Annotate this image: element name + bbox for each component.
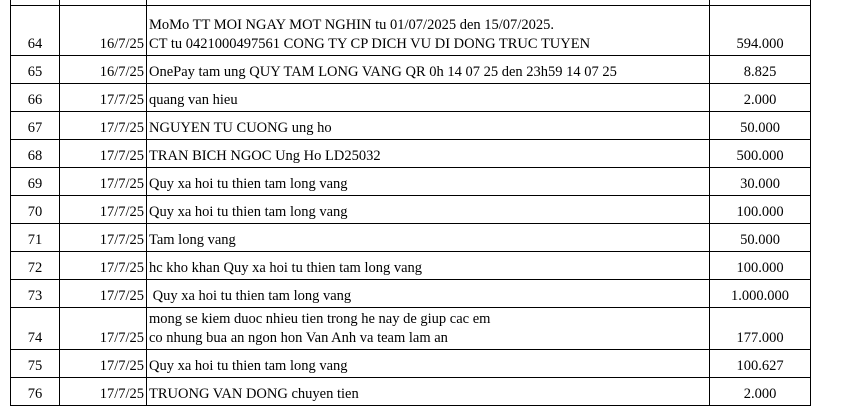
row-number: 71 (11, 224, 60, 252)
description-line: Quy xa hoi tu thien tam long vang (149, 358, 348, 374)
row-number: 65 (11, 56, 60, 84)
transaction-amount: 50.000 (710, 112, 811, 140)
transaction-amount: 177.000 (710, 308, 811, 350)
transaction-description (147, 140, 710, 168)
table-row (11, 6, 811, 56)
row-number: 73 (11, 280, 60, 308)
transaction-amount: 500.000 (710, 140, 811, 168)
table-row (11, 280, 811, 308)
table-row (11, 84, 811, 112)
row-number: 64 (11, 6, 60, 56)
transaction-date: 17/7/25 (60, 112, 147, 140)
transaction-date: 17/7/25 (60, 378, 147, 406)
transactions-table (10, 0, 811, 406)
table-row (11, 252, 811, 280)
table-row (11, 140, 811, 168)
description-line: quang van hieu (149, 92, 238, 108)
row-number: 74 (11, 308, 60, 350)
description-line: TRUONG VAN DONG chuyen tien (149, 386, 359, 402)
transaction-amount: 100.000 (710, 252, 811, 280)
table-row (11, 196, 811, 224)
row-number: 70 (11, 196, 60, 224)
transaction-description (147, 280, 710, 308)
description-line: co nhung bua an ngon hon Van Anh va team lam an (149, 330, 448, 346)
transaction-amount: 2.000 (710, 84, 811, 112)
transaction-amount: 1.000.000 (710, 280, 811, 308)
transaction-description (147, 6, 710, 56)
table-row (11, 224, 811, 252)
transaction-description (147, 196, 710, 224)
description-line: hc kho khan Quy xa hoi tu thien tam long vang (149, 260, 423, 276)
row-number: 75 (11, 350, 60, 378)
table-row (11, 378, 811, 406)
description-line: mong se kiem duoc nhieu tien trong he nay de giup cac em (149, 311, 491, 327)
transaction-amount: 100.627 (710, 350, 811, 378)
transaction-description (147, 112, 710, 140)
transaction-description (147, 378, 710, 406)
row-number: 72 (11, 252, 60, 280)
description-line: Quy xa hoi tu thien tam long vang (149, 204, 348, 220)
row-number: 68 (11, 140, 60, 168)
description-line: TRAN BICH NGOC Ung Ho LD25032 (149, 148, 381, 164)
transaction-date: 17/7/25 (60, 224, 147, 252)
row-number: 76 (11, 378, 60, 406)
transaction-amount: 30.000 (710, 168, 811, 196)
description-line: Quy xa hoi tu thien tam long vang (149, 288, 352, 304)
row-number: 66 (11, 84, 60, 112)
transaction-date: 17/7/25 (60, 308, 147, 350)
transaction-date: 17/7/25 (60, 140, 147, 168)
transaction-date: 17/7/25 (60, 350, 147, 378)
table-row (11, 56, 811, 84)
table-row (11, 168, 811, 196)
description-line: NGUYEN TU CUONG ung ho (149, 120, 332, 136)
transaction-date: 17/7/25 (60, 196, 147, 224)
transaction-date: 16/7/25 (60, 6, 147, 56)
transaction-description (147, 84, 710, 112)
transaction-description (147, 350, 710, 378)
transaction-date: 17/7/25 (60, 280, 147, 308)
transaction-description (147, 224, 710, 252)
table-row (11, 308, 811, 350)
transaction-amount: 594.000 (710, 6, 811, 56)
transaction-description (147, 252, 710, 280)
table-row (11, 112, 811, 140)
description-line: Tam long vang (149, 232, 236, 248)
description-line: MoMo TT MOI NGAY MOT NGHIN tu 01/07/2025 den 15/07/2025. (149, 17, 554, 33)
transaction-date: 17/7/25 (60, 252, 147, 280)
row-number: 67 (11, 112, 60, 140)
description-line: OnePay tam ung QUY TAM LONG VANG QR 0h 14 07 25 den 23h59 14 07 25 (149, 64, 617, 80)
transaction-amount: 8.825 (710, 56, 811, 84)
transaction-date: 17/7/25 (60, 168, 147, 196)
transaction-date: 17/7/25 (60, 84, 147, 112)
transaction-amount: 100.000 (710, 196, 811, 224)
transaction-description (147, 168, 710, 196)
description-line: Quy xa hoi tu thien tam long vang (149, 176, 348, 192)
row-number: 69 (11, 168, 60, 196)
transaction-date: 16/7/25 (60, 56, 147, 84)
transaction-amount: 50.000 (710, 224, 811, 252)
description-line: CT tu 0421000497561 CONG TY CP DICH VU DI DONG TRUC TUYEN (149, 36, 591, 52)
table-row (11, 350, 811, 378)
transactions-table-body (11, 0, 811, 406)
transaction-description (147, 308, 710, 350)
transaction-description (147, 56, 710, 84)
transaction-amount: 2.000 (710, 378, 811, 406)
